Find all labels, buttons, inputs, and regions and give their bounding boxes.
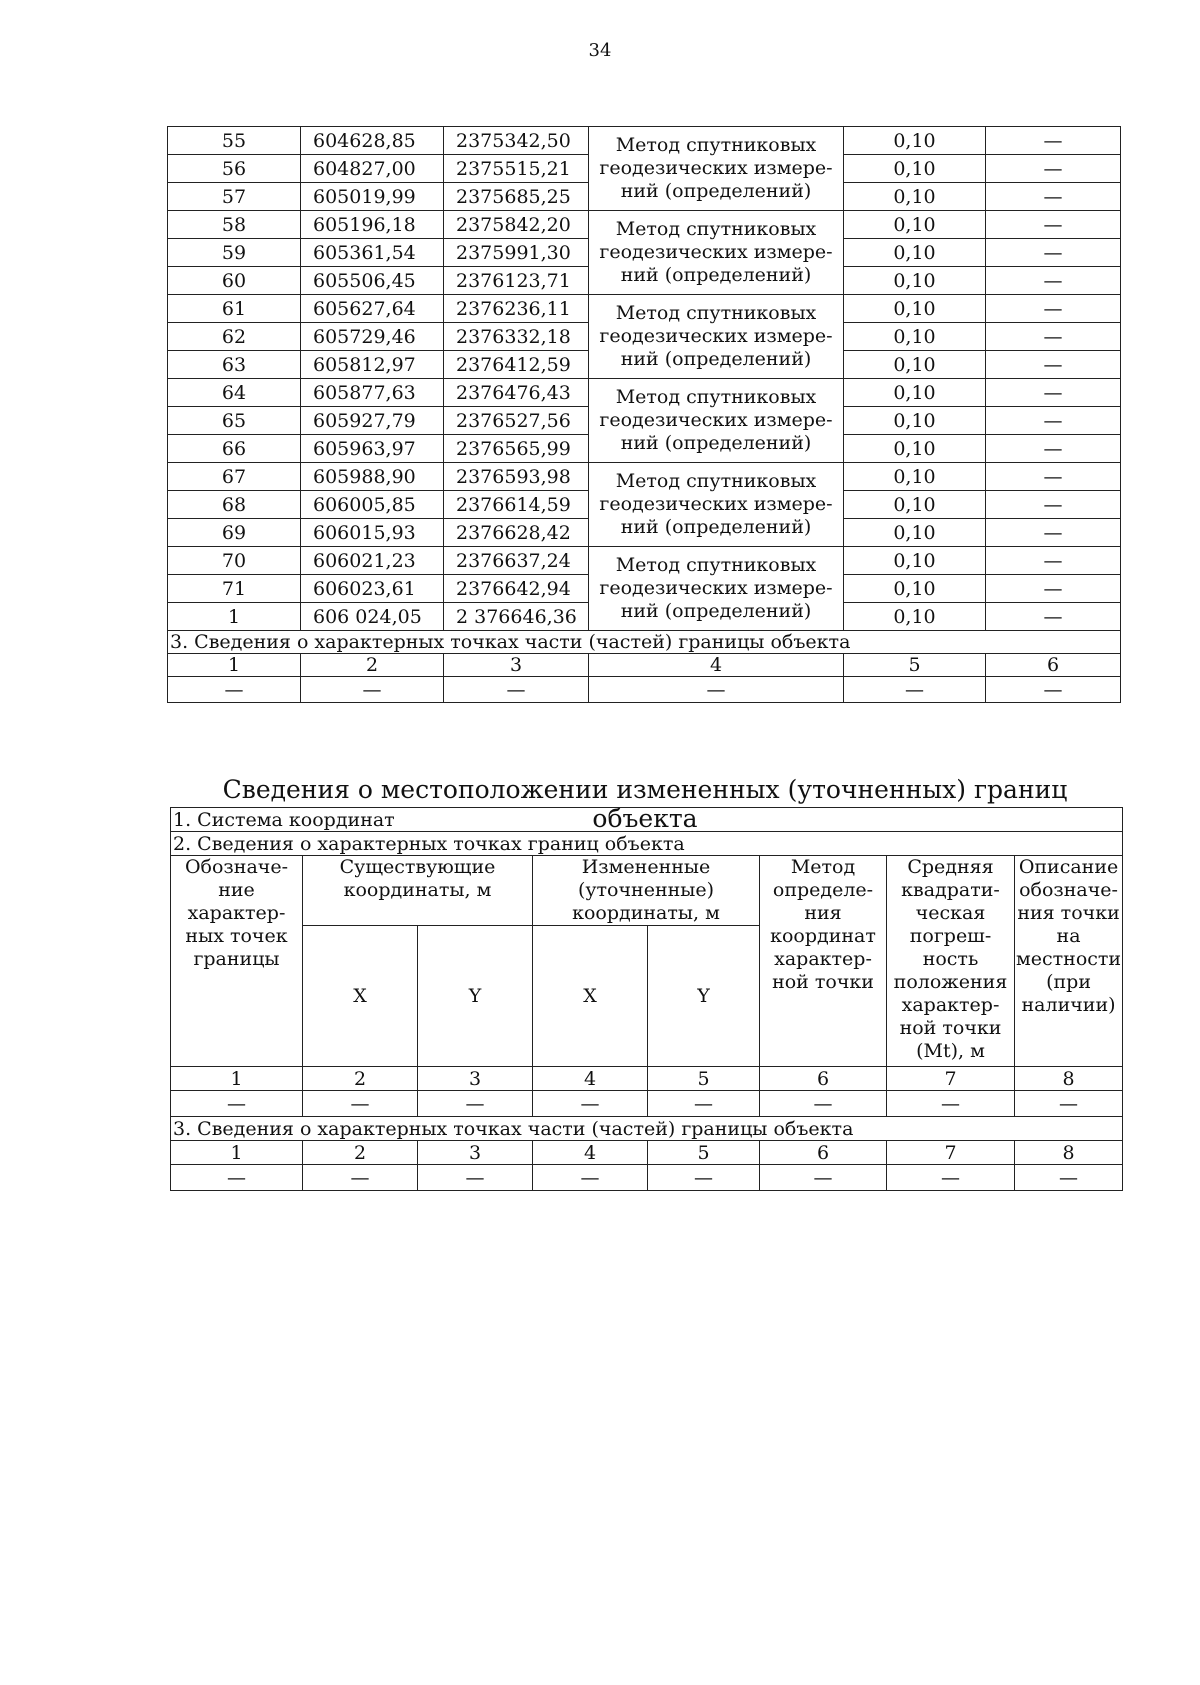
point-number: 57 — [168, 183, 301, 211]
mean-error: 0,10 — [844, 435, 986, 463]
point-description: — — [986, 407, 1121, 435]
point-number: 71 — [168, 575, 301, 603]
coord-x: 606021,23 — [301, 547, 444, 575]
point-description: — — [986, 519, 1121, 547]
empty-cell: — — [1015, 1165, 1123, 1191]
col-number: 1 — [171, 1067, 303, 1091]
col-number: 2 — [303, 1141, 418, 1165]
empty-cell: — — [171, 1165, 303, 1191]
mean-error: 0,10 — [844, 127, 986, 155]
coord-y: 2376332,18 — [444, 323, 589, 351]
coord-x: 605963,97 — [301, 435, 444, 463]
coord-x: 604628,85 — [301, 127, 444, 155]
col-number: 5 — [844, 654, 986, 677]
point-description: — — [986, 435, 1121, 463]
coord-y: 2376637,24 — [444, 547, 589, 575]
point-number: 1 — [168, 603, 301, 631]
point-number: 66 — [168, 435, 301, 463]
coord-y: 2376593,98 — [444, 463, 589, 491]
coord-x: 605627,64 — [301, 295, 444, 323]
point-description: — — [986, 547, 1121, 575]
col-number: 8 — [1015, 1067, 1123, 1091]
method-cell: Метод спутниковых геодезических измере-ний (определений) — [589, 463, 844, 547]
table-row — [168, 463, 1121, 491]
point-description: — — [986, 575, 1121, 603]
table-row — [168, 379, 1121, 407]
coord-y: 2376628,42 — [444, 519, 589, 547]
mean-error: 0,10 — [844, 547, 986, 575]
mean-error: 0,10 — [844, 351, 986, 379]
section-title: Сведения о местоположении измененных (уточненных) границ объекта — [222, 775, 1068, 833]
mean-error: 0,10 — [844, 407, 986, 435]
mean-error: 0,10 — [844, 379, 986, 407]
point-number: 64 — [168, 379, 301, 407]
empty-cell: — — [844, 677, 986, 703]
mean-error: 0,10 — [844, 463, 986, 491]
point-number: 69 — [168, 519, 301, 547]
table-row — [168, 127, 1121, 155]
coord-x: 605812,97 — [301, 351, 444, 379]
coord-x: 605361,54 — [301, 239, 444, 267]
col-number: 5 — [648, 1141, 760, 1165]
empty-cell: — — [301, 677, 444, 703]
boundary-points-table — [167, 126, 1121, 703]
point-number: 55 — [168, 127, 301, 155]
table-row — [168, 211, 1121, 239]
coord-y: 2376614,59 — [444, 491, 589, 519]
col-number: 3 — [444, 654, 589, 677]
coord-x: 605927,79 — [301, 407, 444, 435]
coord-x: 605019,99 — [301, 183, 444, 211]
changed-boundaries-table — [170, 807, 1123, 1191]
coord-y: 2 376646,36 — [444, 603, 589, 631]
empty-cell: — — [760, 1165, 887, 1191]
point-number: 65 — [168, 407, 301, 435]
header-changed-coords: Измененные (уточненные) координаты, м — [533, 856, 760, 926]
method-cell: Метод спутниковых геодезических измере-ний (определений) — [589, 379, 844, 463]
header-designation: Обозначе-ние характер-ных точек границы — [171, 856, 303, 1067]
coord-x: 605877,63 — [301, 379, 444, 407]
point-number: 56 — [168, 155, 301, 183]
point-number: 70 — [168, 547, 301, 575]
point-description: — — [986, 491, 1121, 519]
coord-y: 2376476,43 — [444, 379, 589, 407]
header-x-changed: X — [533, 926, 648, 1067]
col-number: 4 — [533, 1141, 648, 1165]
points-label: 2. Сведения о характерных точках границ объекта — [171, 832, 1123, 856]
mean-error: 0,10 — [844, 211, 986, 239]
empty-cell: — — [648, 1165, 760, 1191]
point-description: — — [986, 351, 1121, 379]
empty-cell: — — [760, 1091, 887, 1117]
coord-x: 606023,61 — [301, 575, 444, 603]
point-number: 68 — [168, 491, 301, 519]
point-number: 58 — [168, 211, 301, 239]
point-description: — — [986, 155, 1121, 183]
point-number: 63 — [168, 351, 301, 379]
empty-cell: — — [1015, 1091, 1123, 1117]
empty-cell: — — [418, 1091, 533, 1117]
col-number: 4 — [589, 654, 844, 677]
col-number: 6 — [760, 1141, 887, 1165]
coord-y: 2375842,20 — [444, 211, 589, 239]
col-number: 3 — [418, 1141, 533, 1165]
empty-cell: — — [589, 677, 844, 703]
empty-cell: — — [168, 677, 301, 703]
header-y: Y — [418, 926, 533, 1067]
table-row — [168, 547, 1121, 575]
coord-y: 2376642,94 — [444, 575, 589, 603]
method-cell: Метод спутниковых геодезических измере-ний (определений) — [589, 211, 844, 295]
col-number: 5 — [648, 1067, 760, 1091]
coord-y: 2376123,71 — [444, 267, 589, 295]
coord-x: 604827,00 — [301, 155, 444, 183]
coord-x: 605506,45 — [301, 267, 444, 295]
section3-label: 3. Сведения о характерных точках части (частей) границы объекта — [168, 631, 1121, 654]
header-existing-coords: Существующие координаты, м — [303, 856, 533, 926]
header-y-changed: Y — [648, 926, 760, 1067]
col-number: 1 — [171, 1141, 303, 1165]
col-number: 8 — [1015, 1141, 1123, 1165]
header-description: Описание обозначе-ния точки на местности (при наличии) — [1015, 856, 1123, 1067]
mean-error: 0,10 — [844, 519, 986, 547]
method-cell: Метод спутниковых геодезических измере-ний (определений) — [589, 295, 844, 379]
point-description: — — [986, 463, 1121, 491]
point-description: — — [986, 127, 1121, 155]
col-number: 1 — [168, 654, 301, 677]
coord-y: 2376412,59 — [444, 351, 589, 379]
empty-cell: — — [887, 1091, 1015, 1117]
coord-y: 2376236,11 — [444, 295, 589, 323]
coord-y: 2375685,25 — [444, 183, 589, 211]
point-description: — — [986, 379, 1121, 407]
header-x: X — [303, 926, 418, 1067]
page-number: 34 — [588, 40, 612, 61]
coord-y: 2375991,30 — [444, 239, 589, 267]
point-description: — — [986, 211, 1121, 239]
col-number: 2 — [301, 654, 444, 677]
coord-x: 605729,46 — [301, 323, 444, 351]
header-method: Метод определе-ния координат характер-ной точки — [760, 856, 887, 1067]
empty-cell: — — [887, 1165, 1015, 1191]
point-description: — — [986, 183, 1121, 211]
mean-error: 0,10 — [844, 575, 986, 603]
empty-cell: — — [444, 677, 589, 703]
coord-y: 2376527,56 — [444, 407, 589, 435]
point-number: 67 — [168, 463, 301, 491]
part-points-label: 3. Сведения о характерных точках части (частей) границы объекта — [171, 1117, 1123, 1141]
coord-x: 605988,90 — [301, 463, 444, 491]
empty-cell: — — [648, 1091, 760, 1117]
method-cell: Метод спутниковых геодезических измере-ний (определений) — [589, 547, 844, 631]
method-cell: Метод спутниковых геодезических измере-ний (определений) — [589, 127, 844, 211]
coord-y: 2376565,99 — [444, 435, 589, 463]
empty-cell: — — [986, 677, 1121, 703]
empty-cell: — — [418, 1165, 533, 1191]
empty-cell: — — [533, 1091, 648, 1117]
point-number: 60 — [168, 267, 301, 295]
mean-error: 0,10 — [844, 603, 986, 631]
mean-error: 0,10 — [844, 491, 986, 519]
point-description: — — [986, 239, 1121, 267]
mean-error: 0,10 — [844, 239, 986, 267]
coordinate-system-label: 1. Система координат — [171, 808, 1123, 832]
empty-cell: — — [171, 1091, 303, 1117]
mean-error: 0,10 — [844, 295, 986, 323]
coord-x: 606005,85 — [301, 491, 444, 519]
coord-x: 606015,93 — [301, 519, 444, 547]
empty-cell: — — [533, 1165, 648, 1191]
coord-y: 2375342,50 — [444, 127, 589, 155]
header-mean-error: Средняя квадрати-ческая погреш-ность положения характер-ной точки (Mt), м — [887, 856, 1015, 1067]
col-number: 6 — [760, 1067, 887, 1091]
point-number: 61 — [168, 295, 301, 323]
point-description: — — [986, 603, 1121, 631]
col-number: 7 — [887, 1141, 1015, 1165]
point-number: 62 — [168, 323, 301, 351]
point-description: — — [986, 267, 1121, 295]
point-number: 59 — [168, 239, 301, 267]
col-number: 3 — [418, 1067, 533, 1091]
col-number: 7 — [887, 1067, 1015, 1091]
table-row — [168, 295, 1121, 323]
coord-y: 2375515,21 — [444, 155, 589, 183]
mean-error: 0,10 — [844, 267, 986, 295]
mean-error: 0,10 — [844, 155, 986, 183]
col-number: 2 — [303, 1067, 418, 1091]
coord-x: 605196,18 — [301, 211, 444, 239]
coord-x: 606 024,05 — [301, 603, 444, 631]
col-number: 6 — [986, 654, 1121, 677]
col-number: 4 — [533, 1067, 648, 1091]
empty-cell: — — [303, 1165, 418, 1191]
point-description: — — [986, 295, 1121, 323]
empty-cell: — — [303, 1091, 418, 1117]
point-description: — — [986, 323, 1121, 351]
mean-error: 0,10 — [844, 183, 986, 211]
mean-error: 0,10 — [844, 323, 986, 351]
